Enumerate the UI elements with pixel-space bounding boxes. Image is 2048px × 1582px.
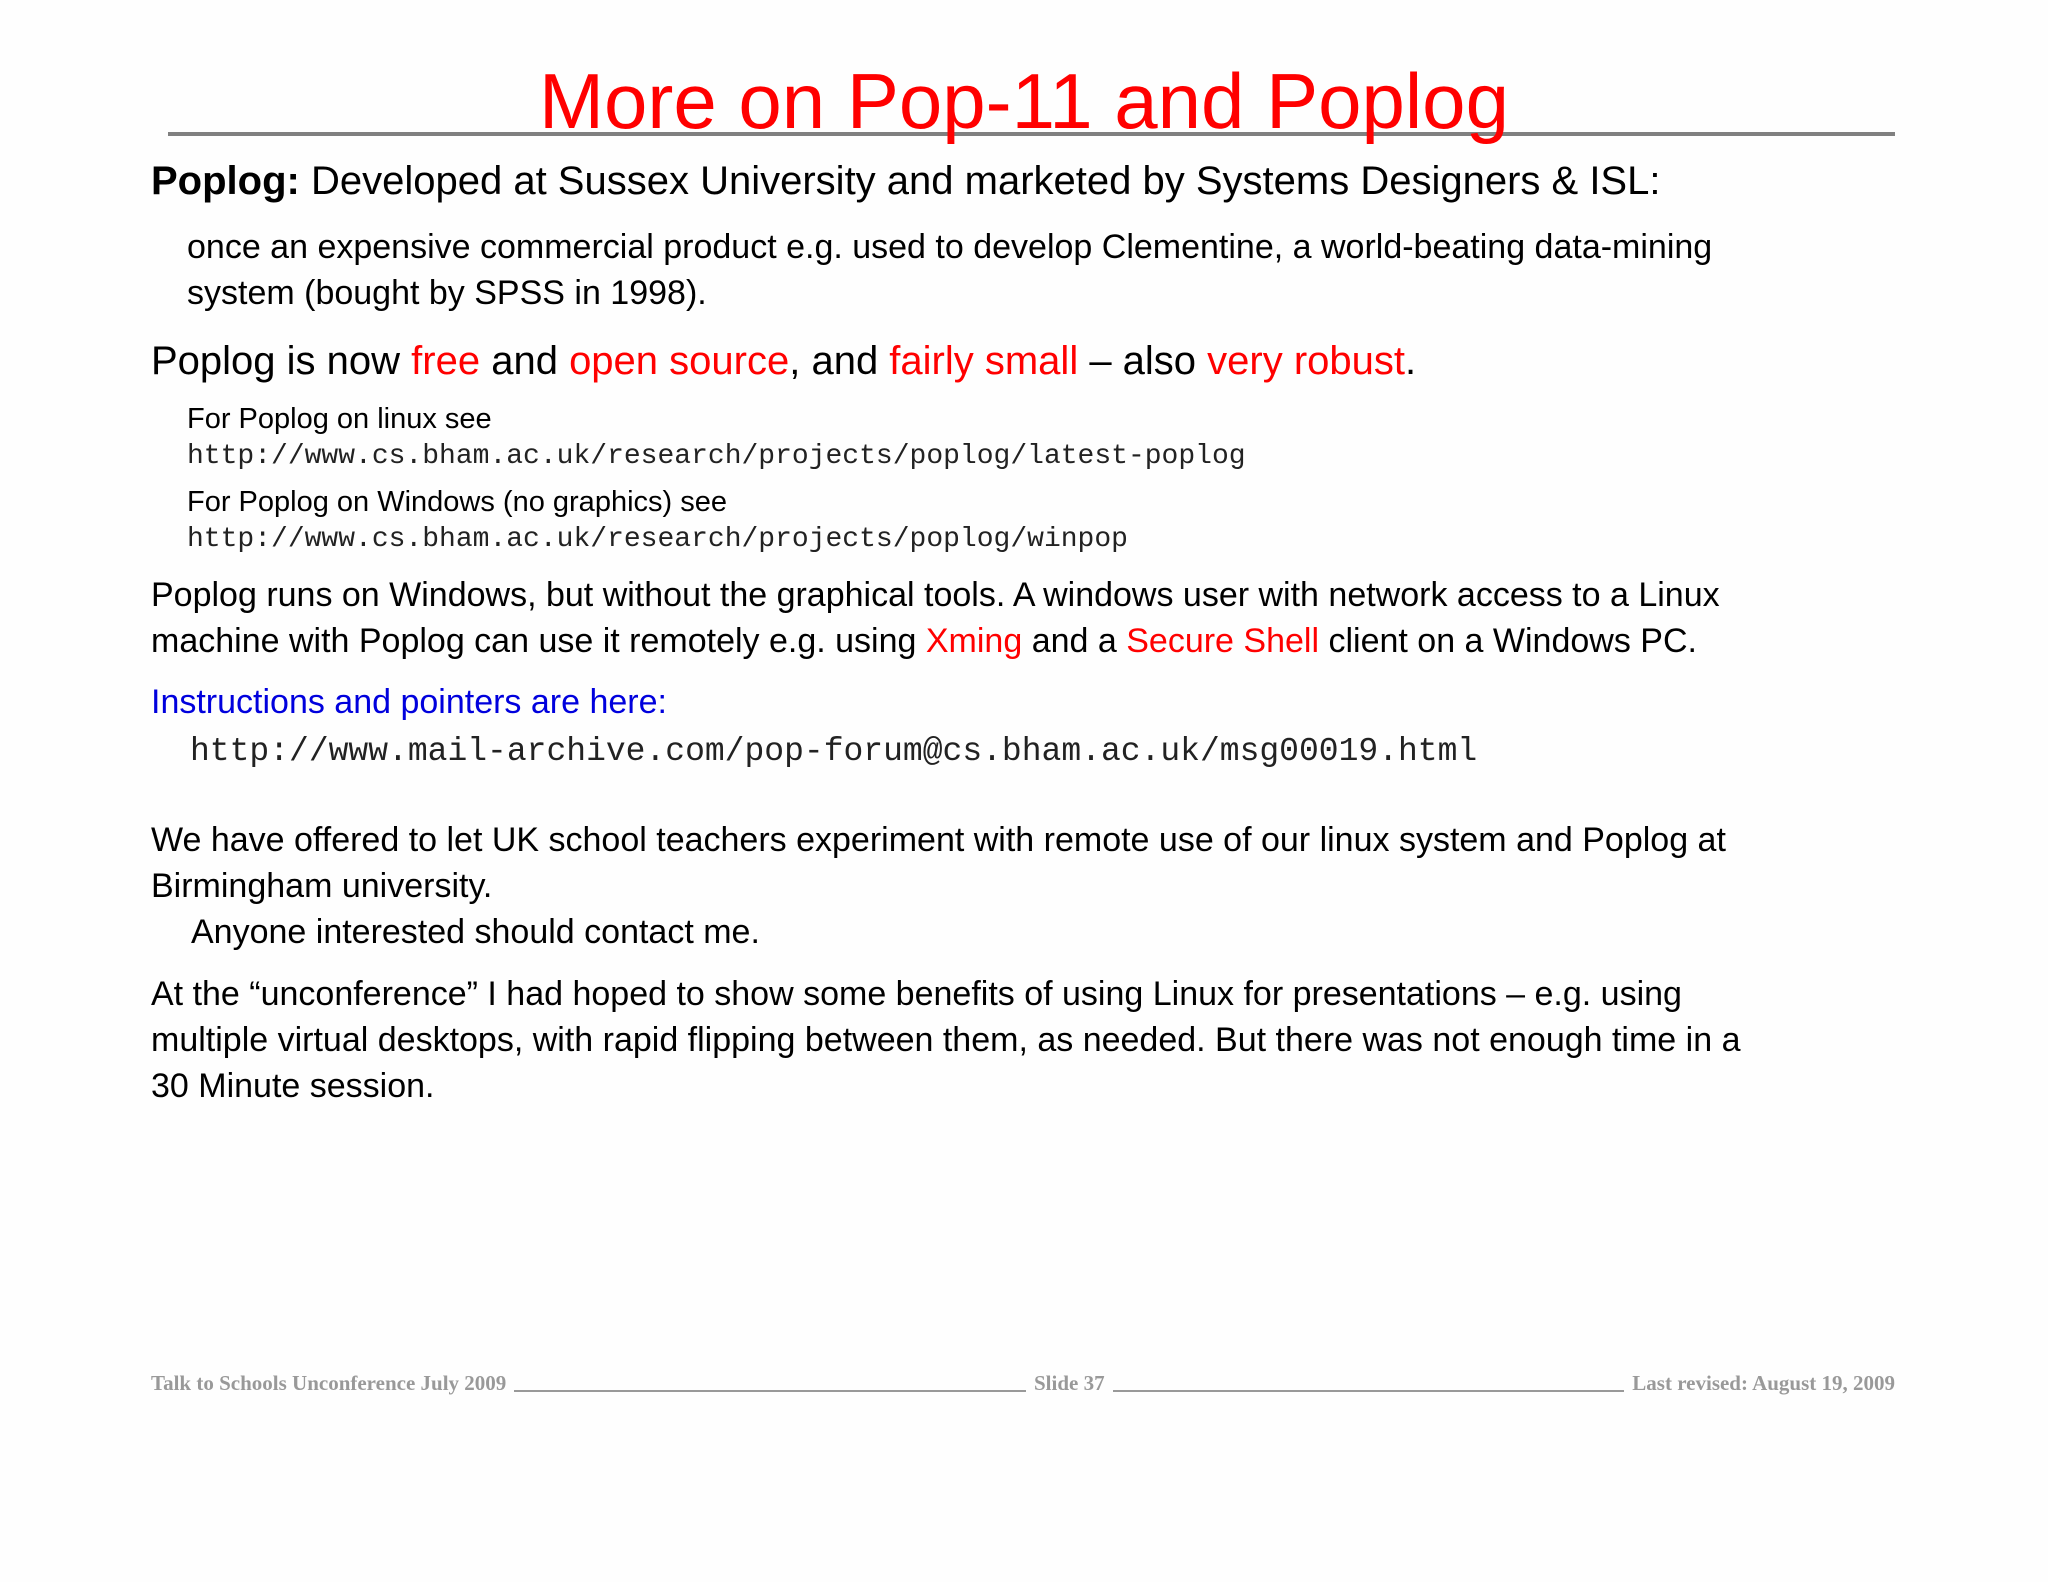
instructions-label: Instructions and pointers are here: xyxy=(151,683,667,721)
free-line-text-5: . xyxy=(1405,339,1417,383)
windows-paragraph-line-2 xyxy=(151,618,1697,664)
poplog-intro-text: Developed at Sussex University and marketed by Systems Designers & ISL: xyxy=(299,159,1661,203)
free-line-text-1: Poplog is now xyxy=(151,339,412,383)
poplog-intro-line xyxy=(151,158,1660,204)
slide-title: More on Pop-11 and Poplog xyxy=(539,57,1509,145)
free-line-text-2: and xyxy=(480,339,570,383)
linux-label: For Poplog on linux see xyxy=(187,403,492,435)
teachers-line-1: We have offered to let UK school teachers experiment with remote use of our linux system and Poplog at xyxy=(151,821,1726,859)
windows-url-link[interactable]: http://www.cs.bham.ac.uk/research/projects/poplog/winpop xyxy=(187,524,1128,555)
poplog-free-line xyxy=(151,338,1416,384)
footer-rule-right xyxy=(1113,1390,1625,1392)
xming-highlight: Xming xyxy=(925,622,1023,660)
free-highlight: free xyxy=(411,339,481,383)
slide-footer xyxy=(151,1366,1895,1396)
fairly-small-highlight: fairly small xyxy=(889,339,1079,383)
teachers-line-2: Birmingham university. xyxy=(151,867,493,905)
footer-right: Last revised: August 19, 2009 xyxy=(1632,1371,1896,1395)
very-robust-highlight: very robust xyxy=(1207,339,1406,383)
mail-archive-url-link[interactable]: http://www.mail-archive.com/pop-forum@cs.bham.ac.uk/msg00019.html xyxy=(190,733,1478,770)
footer-slide-number: Slide 37 xyxy=(1033,1371,1105,1395)
unconference-line-1: At the “unconference” I had hoped to show some benefits of using Linux for presentations – e.g. using xyxy=(151,975,1682,1013)
windows-label: For Poplog on Windows (no graphics) see xyxy=(187,486,727,518)
secure-shell-highlight: Secure Shell xyxy=(1126,622,1320,660)
open-source-highlight: open source xyxy=(569,339,790,383)
windows-paragraph-line-1: Poplog runs on Windows, but without the graphical tools. A windows user with network access to a Linux xyxy=(151,576,1720,614)
unconference-line-3: 30 Minute session. xyxy=(151,1067,435,1105)
poplog-history-line-1: once an expensive commercial product e.g. used to develop Clementine, a world-beating data-mining xyxy=(187,228,1713,266)
unconference-line-2: multiple virtual desktops, with rapid flipping between them, as needed. But there was not enough time in a xyxy=(151,1021,1741,1059)
linux-url-link[interactable]: http://www.cs.bham.ac.uk/research/projects/poplog/latest-poplog xyxy=(187,441,1246,472)
windows-text-a: machine with Poplog can use it remotely e.g. using xyxy=(151,622,926,660)
footer-left: Talk to Schools Unconference July 2009 xyxy=(151,1371,507,1395)
free-line-text-3: , and xyxy=(789,339,890,383)
poplog-bold-label: Poplog: xyxy=(151,159,300,203)
footer-rule-left xyxy=(514,1390,1026,1392)
poplog-history-line-2: system (bought by SPSS in 1998). xyxy=(187,274,707,312)
contact-line: Anyone interested should contact me. xyxy=(191,913,760,951)
windows-text-c: client on a Windows PC. xyxy=(1319,622,1697,660)
free-line-text-4: – also xyxy=(1078,339,1208,383)
windows-text-b: and a xyxy=(1022,622,1127,660)
